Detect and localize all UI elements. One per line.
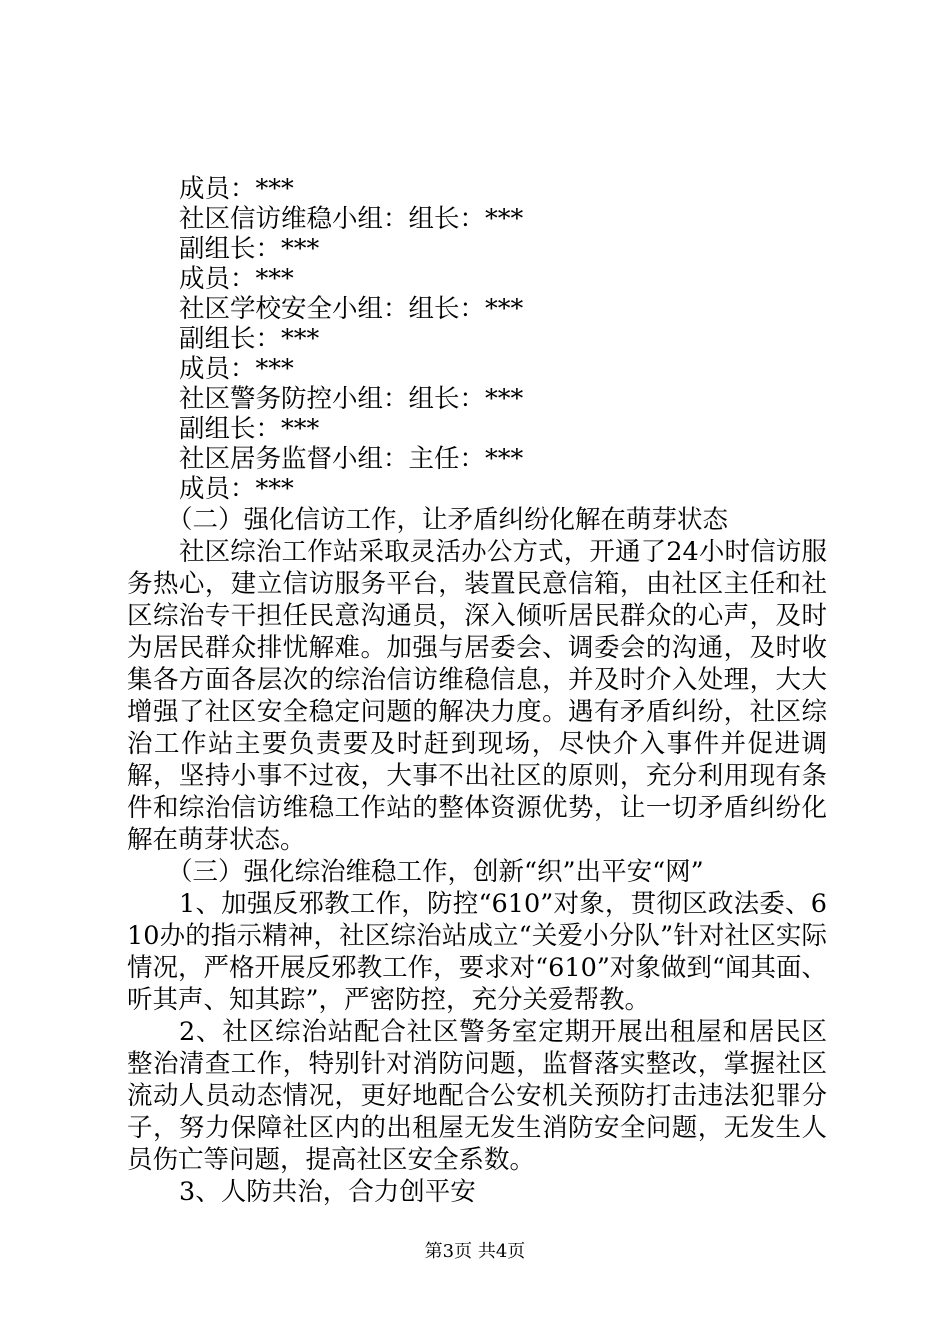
section2-heading: （二）强化信访工作，让矛盾纠纷化解在萌芽状态 [167,505,729,535]
member-line: 成员：*** [179,354,294,384]
member-line: 成员：*** [179,174,294,204]
member-line: 社区警务防控小组：组长：*** [179,384,524,414]
member-line: 副组长：*** [179,414,320,444]
document-body [127,174,827,1208]
member-line: 副组长：*** [179,324,320,354]
page-footer: 第3页 共4页 [424,1241,526,1262]
member-line: 社区学校安全小组：组长：*** [179,294,524,324]
section3-item2: 2、社区综治站配合社区警务室定期开展出租屋和居民区整治清查工作，特别针对消防问题，监督落实整改，掌握社区流动人员动态情况，更好地配合公安机关预防打击违法犯罪分子，努力保障社区内的出租屋无发生消防安全问题，无发生人员伤亡等问题，提高社区安全系数。 [127,1017,827,1175]
section3-heading: （三）强化综治维稳工作，创新“织”出平安“网” [167,857,704,887]
member-line: 副组长：*** [179,234,320,264]
section3-item1: 1、加强反邪教工作，防控“610”对象，贯彻区政法委、610办的指示精神，社区综治站成立“关爱小分队”针对社区实际情况，严格开展反邪教工作，要求对“610”对象做到“闻其面、听其声、知其踪”，严密防控，充分关爱帮教。 [127,889,827,1015]
section3-item3: 3、人防共治，合力创平安 [179,1177,476,1207]
member-line: 成员：*** [179,264,294,294]
member-line: 成员：*** [179,474,294,504]
member-line: 社区信访维稳小组：组长：*** [179,204,524,234]
member-line: 社区居务监督小组：主任：*** [179,444,524,474]
section2-body: 社区综治工作站采取灵活办公方式，开通了24小时信访服务热心，建立信访服务平台，装置民意信箱，由社区主任和社区综治专干担任民意沟通员，深入倾听居民群众的心声，及时为居民群众排忧解难。加强与居委会、调委会的沟通，及时收集各方面各层次的综治信访维稳信息，并及时介入处理，大大增强了社区安全稳定问题的解决力度。遇有矛盾纠纷，社区综治工作站主要负责要及时赶到现场，尽快介入事件并促进调解，坚持小事不过夜，大事不出社区的原则，充分利用现有条件和综治信访维稳工作站的整体资源优势，让一切矛盾纠纷化解在萌芽状态。 [127,537,827,855]
